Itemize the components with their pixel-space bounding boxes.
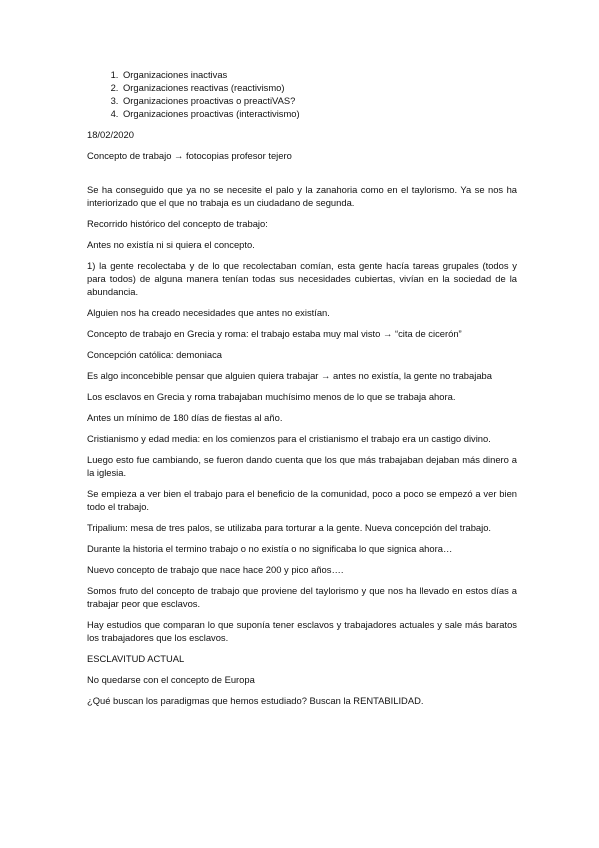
paragraph: Concepto de trabajo en Grecia y roma: el trabajo estaba muy mal visto → “cita de cicerón” xyxy=(87,328,462,339)
section-heading: ESCLAVITUD ACTUAL xyxy=(87,653,185,664)
paragraph: Es algo inconcebible pensar que alguien quiera trabajar → antes no existía, la gente no trabajaba xyxy=(87,370,492,381)
paragraph: ¿Qué buscan los paradigmas que hemos estudiado? Buscan la RENTABILIDAD. xyxy=(87,695,424,706)
paragraph: Recorrido histórico del concepto de trabajo: xyxy=(87,218,268,229)
list-item: 2. Organizaciones reactivas (reactivismo) xyxy=(121,81,517,94)
paragraph: Tripalium: mesa de tres palos, se utilizaba para torturar a la gente. Nueva concepción del trabajo. xyxy=(87,522,492,533)
paragraph: Luego esto fue cambiando, se fueron dando cuenta que los que más trabajaban dejaban más dinero a la iglesia. xyxy=(87,454,517,478)
concept-line: Concepto de trabajo → fotocopias profesor tejero xyxy=(87,150,292,161)
list-item: 4. Organizaciones proactivas (interactivismo) xyxy=(121,107,517,120)
paragraph: Alguien nos ha creado necesidades que antes no existían. xyxy=(87,307,330,318)
date: 18/02/2020 xyxy=(87,129,134,140)
document-body xyxy=(87,68,517,715)
paragraph: Antes no existía ni si quiera el concepto. xyxy=(87,239,255,250)
list-item: 1. Organizaciones inactivas xyxy=(121,68,517,81)
paragraph: 1) la gente recolectaba y de lo que recolectaban comían, esta gente hacía tareas grupales (todos y para todos) de alguna manera tenían todas sus necesidades cubiertas, vivían en la sociedad de la abundancia. xyxy=(87,260,517,297)
paragraph: Los esclavos en Grecia y roma trabajaban muchísimo menos de lo que se trabaja ahora. xyxy=(87,391,456,402)
paragraph: Se ha conseguido que ya no se necesite el palo y la zanahoria como en el taylorismo. Ya se nos ha interiorizado que el que no trabaja es un ciudadano de segunda. xyxy=(87,184,517,208)
organization-types-list xyxy=(87,68,517,120)
paragraph: Antes un mínimo de 180 días de fiestas al año. xyxy=(87,412,283,423)
paragraph: Hay estudios que comparan lo que suponía tener esclavos y trabajadores actuales y sale más baratos los trabajadores que los esclavos. xyxy=(87,619,517,643)
paragraph: Somos fruto del concepto de trabajo que proviene del taylorismo y que nos ha llevado en estos días a trabajar peor que esclavos. xyxy=(87,585,517,609)
blank-line xyxy=(87,170,517,183)
paragraph: Concepción católica: demoniaca xyxy=(87,349,222,360)
paragraph: No quedarse con el concepto de Europa xyxy=(87,674,255,685)
paragraph: Cristianismo y edad media: en los comienzos para el cristianismo el trabajo era un castigo divino. xyxy=(87,433,491,444)
list-item: 3. Organizaciones proactivas o preactiVAS? xyxy=(121,94,517,107)
paragraph: Se empieza a ver bien el trabajo para el beneficio de la comunidad, poco a poco se empezó a ver bien todo el trabajo. xyxy=(87,488,517,512)
paragraph: Nuevo concepto de trabajo que nace hace 200 y pico años…. xyxy=(87,564,344,575)
paragraph: Durante la historia el termino trabajo o no existía o no significaba lo que signica ahora… xyxy=(87,543,453,554)
